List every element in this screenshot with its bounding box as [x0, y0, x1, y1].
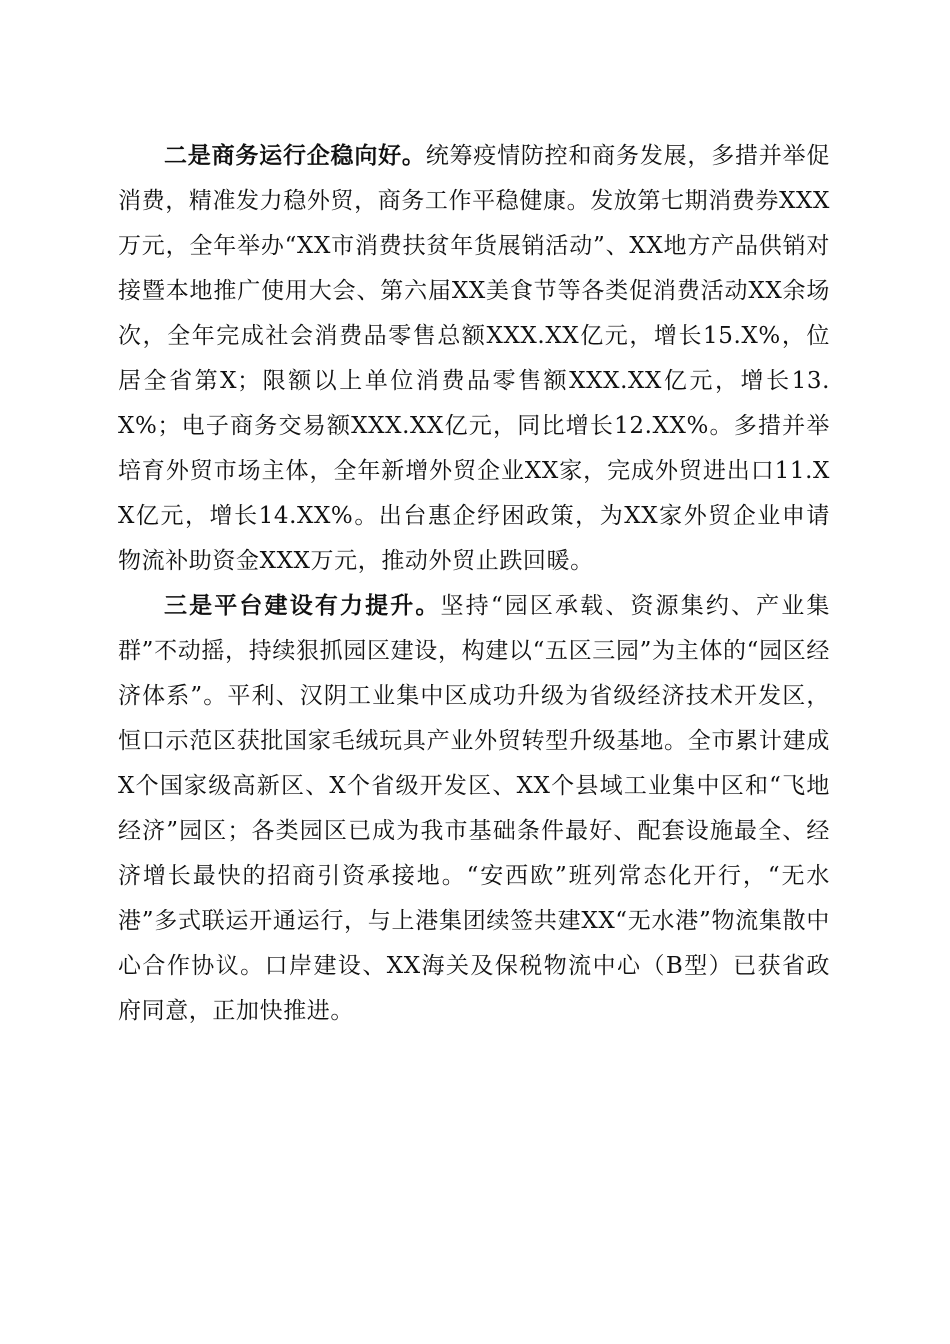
document-body — [118, 134, 830, 1034]
paragraph-text: 统筹疫情防控和商务发展，多措并举促消费，精准发力稳外贸，商务工作平稳健康。发放第七期消费券XXX万元，全年举办“XX市消费扶贫年货展销活动”、XX地方产品供销对接暨本地推广使用大会、第六届XX美食节等各类促消费活动XX余场次，全年完成社会消费品零售总额XXX.XX亿元，增长15.X%，位居全省第X；限额以上单位消费品零售额XXX.XX亿元，增长13.X%；电子商务交易额XXX.XX亿元，同比增长12.XX%。多措并举培育外贸市场主体，全年新增外贸企业XX家，完成外贸进出口11.XX亿元，增长14.XX%。出台惠企纾困政策，为XX家外贸企业申请物流补助资金XXX万元，推动外贸止跌回暖。 — [118, 143, 830, 574]
paragraph-lead: 三是平台建设有力提升。 — [164, 593, 441, 619]
paragraph-text: 坚持“园区承载、资源集约、产业集群”不动摇，持续狠抓园区建设，构建以“五区三园”为主体的“园区经济体系”。平利、汉阴工业集中区成功升级为省级经济技术开发区，恒口示范区获批国家毛绒玩具产业外贸转型升级基地。全市累计建成X个国家级高新区、X个省级开发区、XX个县域工业集中区和“飞地经济”园区；各类园区已成为我市基础条件最好、配套设施最全、经济增长最快的招商引资承接地。“安西欧”班列常态化开行，“无水港”多式联运开通运行，与上港集团续签共建XX“无水港”物流集散中心合作协议。口岸建设、XX海关及保税物流中心（B型）已获省政府同意，正加快推进。 — [118, 593, 831, 1024]
paragraph-commerce — [118, 134, 830, 584]
paragraph-platform — [118, 584, 830, 1034]
paragraph-lead: 二是商务运行企稳向好。 — [164, 143, 426, 169]
